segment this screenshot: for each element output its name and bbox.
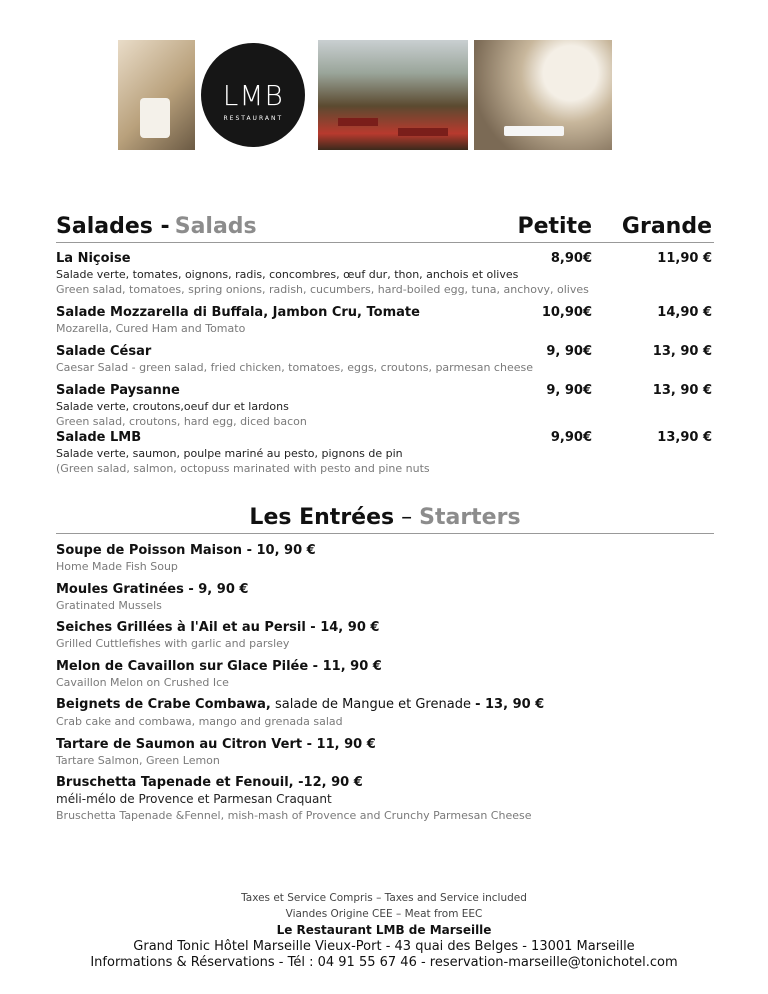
salad-name: La Niçoise bbox=[56, 251, 131, 266]
salad-name: Salade LMB bbox=[56, 430, 142, 445]
price-grande: 11,90 € bbox=[657, 251, 712, 266]
starter-name: Moules Gratinées - 9, 90 € bbox=[56, 582, 249, 597]
starters-header bbox=[56, 505, 714, 534]
starter-name-price: - 13, 90 € bbox=[475, 697, 545, 712]
starter-desc-en: Bruschetta Tapenade &Fennel, mish-mash of Provence and Crunchy Parmesan Cheese bbox=[56, 809, 532, 822]
lmb-logo-circle bbox=[201, 43, 305, 147]
salad-name: Salade César bbox=[56, 344, 152, 359]
salad-desc-fr: Salade verte, croutons,oeuf dur et lardons bbox=[56, 400, 289, 413]
starter-name: Soupe de Poisson Maison - 10, 90 € bbox=[56, 543, 316, 558]
footer-contact: Informations & Réservations - Tél : 04 91 55 67 46 - reservation-marseille@tonichotel.com bbox=[90, 955, 678, 970]
salad-name: Salade Paysanne bbox=[56, 383, 180, 398]
starter-name-bold: Beignets de Crabe Combawa, bbox=[56, 697, 271, 712]
starter-desc-en: Grilled Cuttlefishes with garlic and parsley bbox=[56, 637, 290, 650]
price-petite: 10,90€ bbox=[541, 305, 592, 320]
salad-desc-en: (Green salad, salmon, octopuss marinated with pesto and pine nuts bbox=[56, 462, 430, 475]
price-petite: 9, 90€ bbox=[546, 344, 592, 359]
starter-desc-en: Crab cake and combawa, mango and grenada salad bbox=[56, 715, 343, 728]
price-petite: 8,90€ bbox=[550, 251, 592, 266]
salad-desc-en: Green salad, croutons, hard egg, diced bacon bbox=[56, 415, 307, 428]
starter-desc-en: Tartare Salmon, Green Lemon bbox=[56, 754, 220, 767]
starter-name: Melon de Cavaillon sur Glace Pilée - 11, 90 € bbox=[56, 659, 382, 674]
footer-address: Grand Tonic Hôtel Marseille Vieux-Port - 43 quai des Belges - 13001 Marseille bbox=[133, 939, 635, 954]
starter-name-light: salade de Mangue et Grenade bbox=[270, 697, 476, 712]
starter-desc-en: Gratinated Mussels bbox=[56, 599, 162, 612]
price-petite: 9, 90€ bbox=[546, 383, 592, 398]
salads-title-fr: Salades - bbox=[56, 214, 170, 239]
price-grande: 13, 90 € bbox=[652, 344, 712, 359]
logo-text: LMB bbox=[222, 79, 284, 112]
starter-name: Tartare de Saumon au Citron Vert - 11, 90 € bbox=[56, 737, 376, 752]
salad-desc-fr: Salade verte, saumon, poulpe mariné au pesto, pignons de pin bbox=[56, 447, 403, 460]
price-grande: 13, 90 € bbox=[652, 383, 712, 398]
header-banner bbox=[118, 40, 612, 150]
salad-desc-fr: Salade verte, tomates, oignons, radis, concombres, œuf dur, thon, anchois et olives bbox=[56, 268, 519, 281]
starter-desc-en: Home Made Fish Soup bbox=[56, 560, 178, 573]
starter-name-combawa bbox=[56, 697, 544, 712]
salad-desc-en: Caesar Salad - green salad, fried chicken, tomatoes, eggs, croutons, parmesan cheese bbox=[56, 361, 533, 374]
starters-title-fr: Les Entrées bbox=[249, 505, 395, 530]
footer-restaurant-name: Le Restaurant LMB de Marseille bbox=[276, 923, 492, 937]
col-petite: Petite bbox=[517, 214, 592, 239]
logo-subtext: RESTAURANT bbox=[223, 115, 284, 122]
price-grande: 14,90 € bbox=[657, 305, 712, 320]
price-petite: 9,90€ bbox=[550, 430, 592, 445]
starter-desc-fr: méli-mélo de Provence et Parmesan Craquant bbox=[56, 792, 332, 806]
starter-desc-en: Cavaillon Melon on Crushed Ice bbox=[56, 676, 229, 689]
col-grande: Grande bbox=[621, 214, 712, 239]
price-grande: 13,90 € bbox=[657, 430, 712, 445]
terrace-photo bbox=[318, 40, 468, 150]
salads-title-en: Salads bbox=[174, 214, 257, 239]
salad-name: Salade Mozzarella di Buffala, Jambon Cru, Tomate bbox=[56, 305, 420, 320]
footer-meat-origin: Viandes Origine CEE – Meat from EEC bbox=[285, 908, 483, 920]
starter-name: Bruschetta Tapenade et Fenouil, -12, 90 € bbox=[56, 775, 363, 790]
logo bbox=[195, 40, 312, 150]
salad-desc-en: Mozarella, Cured Ham and Tomato bbox=[56, 322, 246, 335]
restaurant-interior-photo bbox=[118, 40, 195, 150]
starters-title-sep: – bbox=[394, 505, 420, 530]
dining-room-photo bbox=[474, 40, 612, 150]
starter-name: Seiches Grillées à l'Ail et au Persil - 14, 90 € bbox=[56, 620, 380, 635]
footer-taxes: Taxes et Service Compris – Taxes and Service included bbox=[241, 892, 527, 904]
salad-desc-en: Green salad, tomatoes, spring onions, radish, cucumbers, hard-boiled egg, tuna, anchovy, olives bbox=[56, 283, 589, 296]
starters-title-en: Starters bbox=[419, 505, 521, 530]
salads-header bbox=[56, 214, 714, 243]
